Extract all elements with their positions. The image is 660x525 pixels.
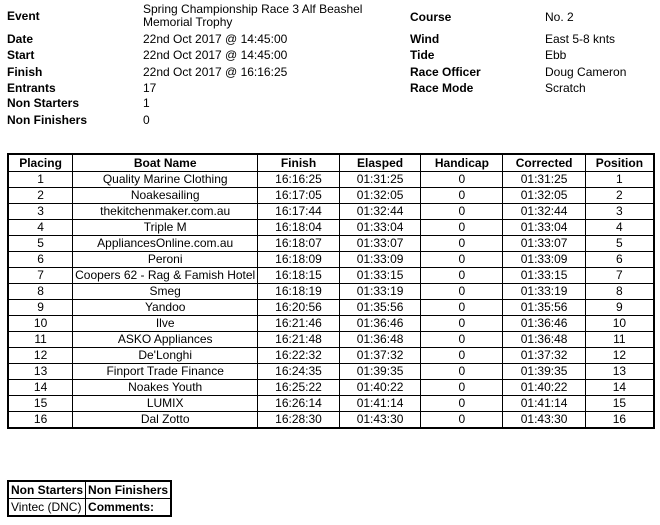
- table-row: [8, 268, 654, 284]
- cell-placing: 5: [8, 236, 73, 252]
- cell-elapsed: 01:40:22: [339, 380, 421, 396]
- cell-handicap: 0: [421, 412, 503, 429]
- cell-boat-name: Quality Marine Clothing: [73, 172, 258, 188]
- table-row: [8, 220, 654, 236]
- cell-corrected: 01:40:22: [503, 380, 585, 396]
- date-label: Date: [7, 32, 34, 46]
- cell-handicap: 0: [421, 316, 503, 332]
- cell-corrected: 01:36:46: [503, 316, 585, 332]
- results-body: [8, 172, 654, 429]
- cell-finish: 16:20:56: [258, 300, 340, 316]
- comments-label: Comments:: [86, 499, 172, 517]
- cell-handicap: 0: [421, 332, 503, 348]
- cell-position: 15: [585, 396, 654, 412]
- col-header-boat-name: Boat Name: [73, 154, 258, 172]
- entrants-value: 17: [143, 81, 157, 95]
- event-value-line1: Spring Championship Race 3 Alf Beashel: [143, 2, 363, 16]
- cell-position: 16: [585, 412, 654, 429]
- table-row: [8, 188, 654, 204]
- cell-finish: 16:26:14: [258, 396, 340, 412]
- cell-elapsed: 01:33:04: [339, 220, 421, 236]
- cell-position: 11: [585, 332, 654, 348]
- cell-placing: 15: [8, 396, 73, 412]
- cell-handicap: 0: [421, 348, 503, 364]
- cell-finish: 16:18:15: [258, 268, 340, 284]
- cell-position: 4: [585, 220, 654, 236]
- cell-placing: 14: [8, 380, 73, 396]
- non-starters-value: 1: [143, 96, 150, 110]
- cell-placing: 4: [8, 220, 73, 236]
- cell-boat-name: Dal Zotto: [73, 412, 258, 429]
- cell-boat-name: De'Longhi: [73, 348, 258, 364]
- cell-corrected: 01:33:19: [503, 284, 585, 300]
- cell-corrected: 01:35:56: [503, 300, 585, 316]
- cell-handicap: 0: [421, 364, 503, 380]
- cell-position: 12: [585, 348, 654, 364]
- table-row: [8, 364, 654, 380]
- race-officer-label: Race Officer: [410, 65, 481, 79]
- non-starter-entry: Vintec (DNC): [8, 499, 86, 517]
- cell-position: 10: [585, 316, 654, 332]
- cell-boat-name: Peroni: [73, 252, 258, 268]
- cell-handicap: 0: [421, 396, 503, 412]
- cell-finish: 16:21:46: [258, 316, 340, 332]
- cell-elapsed: 01:39:35: [339, 364, 421, 380]
- cell-finish: 16:18:04: [258, 220, 340, 236]
- cell-handicap: 0: [421, 300, 503, 316]
- cell-boat-name: Triple M: [73, 220, 258, 236]
- nsf-row: [8, 499, 171, 517]
- cell-boat-name: Noakesailing: [73, 188, 258, 204]
- cell-corrected: 01:41:14: [503, 396, 585, 412]
- cell-boat-name: AppliancesOnline.com.au: [73, 236, 258, 252]
- start-label: Start: [7, 48, 35, 62]
- cell-corrected: 01:33:04: [503, 220, 585, 236]
- cell-handicap: 0: [421, 188, 503, 204]
- cell-placing: 13: [8, 364, 73, 380]
- cell-corrected: 01:32:44: [503, 204, 585, 220]
- col-header-position: Position: [585, 154, 654, 172]
- cell-position: 2: [585, 188, 654, 204]
- cell-placing: 11: [8, 332, 73, 348]
- cell-boat-name: Noakes Youth: [73, 380, 258, 396]
- cell-position: 3: [585, 204, 654, 220]
- cell-handicap: 0: [421, 284, 503, 300]
- cell-finish: 16:17:05: [258, 188, 340, 204]
- cell-boat-name: Yandoo: [73, 300, 258, 316]
- cell-corrected: 01:33:15: [503, 268, 585, 284]
- table-row: [8, 316, 654, 332]
- cell-finish: 16:16:25: [258, 172, 340, 188]
- cell-handicap: 0: [421, 172, 503, 188]
- cell-position: 7: [585, 268, 654, 284]
- non-starters-finishers-table: [7, 480, 172, 517]
- cell-elapsed: 01:33:15: [339, 268, 421, 284]
- cell-finish: 16:22:32: [258, 348, 340, 364]
- race-officer-value: Doug Cameron: [545, 65, 627, 79]
- table-row: [8, 396, 654, 412]
- col-header-placing: Placing: [8, 154, 73, 172]
- cell-elapsed: 01:33:07: [339, 236, 421, 252]
- cell-placing: 3: [8, 204, 73, 220]
- table-row: [8, 252, 654, 268]
- wind-value: East 5-8 knts: [545, 32, 616, 46]
- cell-handicap: 0: [421, 204, 503, 220]
- table-row: [8, 284, 654, 300]
- cell-elapsed: 01:33:19: [339, 284, 421, 300]
- cell-elapsed: 01:36:46: [339, 316, 421, 332]
- cell-boat-name: Smeg: [73, 284, 258, 300]
- cell-finish: 16:28:30: [258, 412, 340, 429]
- cell-placing: 12: [8, 348, 73, 364]
- cell-boat-name: thekitchenmaker.com.au: [73, 204, 258, 220]
- cell-finish: 16:21:48: [258, 332, 340, 348]
- finish-label: Finish: [7, 65, 43, 79]
- cell-corrected: 01:37:32: [503, 348, 585, 364]
- cell-placing: 7: [8, 268, 73, 284]
- cell-finish: 16:18:07: [258, 236, 340, 252]
- table-row: [8, 204, 654, 220]
- col-header-finish: Finish: [258, 154, 340, 172]
- cell-elapsed: 01:37:32: [339, 348, 421, 364]
- cell-position: 1: [585, 172, 654, 188]
- cell-position: 5: [585, 236, 654, 252]
- tide-value: Ebb: [545, 48, 567, 62]
- cell-boat-name: Coopers 62 - Rag & Famish Hotel: [73, 268, 258, 284]
- cell-handicap: 0: [421, 220, 503, 236]
- cell-elapsed: 01:33:09: [339, 252, 421, 268]
- non-starters-header: Non Starters: [8, 481, 86, 499]
- table-row: [8, 332, 654, 348]
- cell-boat-name: Ilve: [73, 316, 258, 332]
- cell-finish: 16:24:35: [258, 364, 340, 380]
- cell-position: 6: [585, 252, 654, 268]
- wind-label: Wind: [410, 32, 440, 46]
- cell-placing: 9: [8, 300, 73, 316]
- cell-placing: 6: [8, 252, 73, 268]
- table-row: [8, 380, 654, 396]
- cell-corrected: 01:31:25: [503, 172, 585, 188]
- nsf-header-row: [8, 481, 171, 499]
- results-header-row: [8, 154, 654, 172]
- cell-boat-name: ASKO Appliances: [73, 332, 258, 348]
- non-starters-label: Non Starters: [7, 96, 80, 110]
- table-row: [8, 236, 654, 252]
- cell-corrected: 01:36:48: [503, 332, 585, 348]
- cell-elapsed: 01:32:05: [339, 188, 421, 204]
- cell-placing: 8: [8, 284, 73, 300]
- cell-elapsed: 01:36:48: [339, 332, 421, 348]
- race-mode-value: Scratch: [545, 81, 586, 95]
- cell-corrected: 01:39:35: [503, 364, 585, 380]
- table-row: [8, 348, 654, 364]
- col-header-elapsed: Elasped: [339, 154, 421, 172]
- event-value-line2: Memorial Trophy: [143, 15, 233, 29]
- cell-elapsed: 01:32:44: [339, 204, 421, 220]
- cell-position: 9: [585, 300, 654, 316]
- table-row: [8, 412, 654, 429]
- cell-handicap: 0: [421, 252, 503, 268]
- cell-position: 14: [585, 380, 654, 396]
- date-value: 22nd Oct 2017 @ 14:45:00: [143, 32, 288, 46]
- table-row: [8, 300, 654, 316]
- cell-finish: 16:17:44: [258, 204, 340, 220]
- event-label: Event: [7, 9, 40, 23]
- cell-placing: 16: [8, 412, 73, 429]
- cell-handicap: 0: [421, 236, 503, 252]
- cell-finish: 16:18:09: [258, 252, 340, 268]
- cell-finish: 16:18:19: [258, 284, 340, 300]
- cell-elapsed: 01:31:25: [339, 172, 421, 188]
- entrants-label: Entrants: [7, 81, 56, 95]
- cell-boat-name: LUMIX: [73, 396, 258, 412]
- cell-corrected: 01:32:05: [503, 188, 585, 204]
- start-value: 22nd Oct 2017 @ 14:45:00: [143, 48, 288, 62]
- cell-finish: 16:25:22: [258, 380, 340, 396]
- results-table: [7, 153, 655, 429]
- cell-corrected: 01:33:09: [503, 252, 585, 268]
- non-finishers-value: 0: [143, 113, 150, 127]
- cell-boat-name: Finport Trade Finance: [73, 364, 258, 380]
- tide-label: Tide: [410, 48, 435, 62]
- non-finishers-header: Non Finishers: [86, 481, 172, 499]
- cell-elapsed: 01:43:30: [339, 412, 421, 429]
- cell-corrected: 01:33:07: [503, 236, 585, 252]
- cell-elapsed: 01:41:14: [339, 396, 421, 412]
- course-value: No. 2: [545, 10, 574, 24]
- cell-position: 13: [585, 364, 654, 380]
- cell-handicap: 0: [421, 380, 503, 396]
- cell-placing: 10: [8, 316, 73, 332]
- col-header-corrected: Corrected: [503, 154, 585, 172]
- cell-elapsed: 01:35:56: [339, 300, 421, 316]
- cell-corrected: 01:43:30: [503, 412, 585, 429]
- race-mode-label: Race Mode: [410, 81, 474, 95]
- cell-placing: 2: [8, 188, 73, 204]
- finish-value: 22nd Oct 2017 @ 16:16:25: [143, 65, 288, 79]
- cell-placing: 1: [8, 172, 73, 188]
- cell-handicap: 0: [421, 268, 503, 284]
- cell-position: 8: [585, 284, 654, 300]
- course-label: Course: [410, 10, 452, 24]
- table-row: [8, 172, 654, 188]
- col-header-handicap: Handicap: [421, 154, 503, 172]
- non-finishers-label: Non Finishers: [7, 113, 88, 127]
